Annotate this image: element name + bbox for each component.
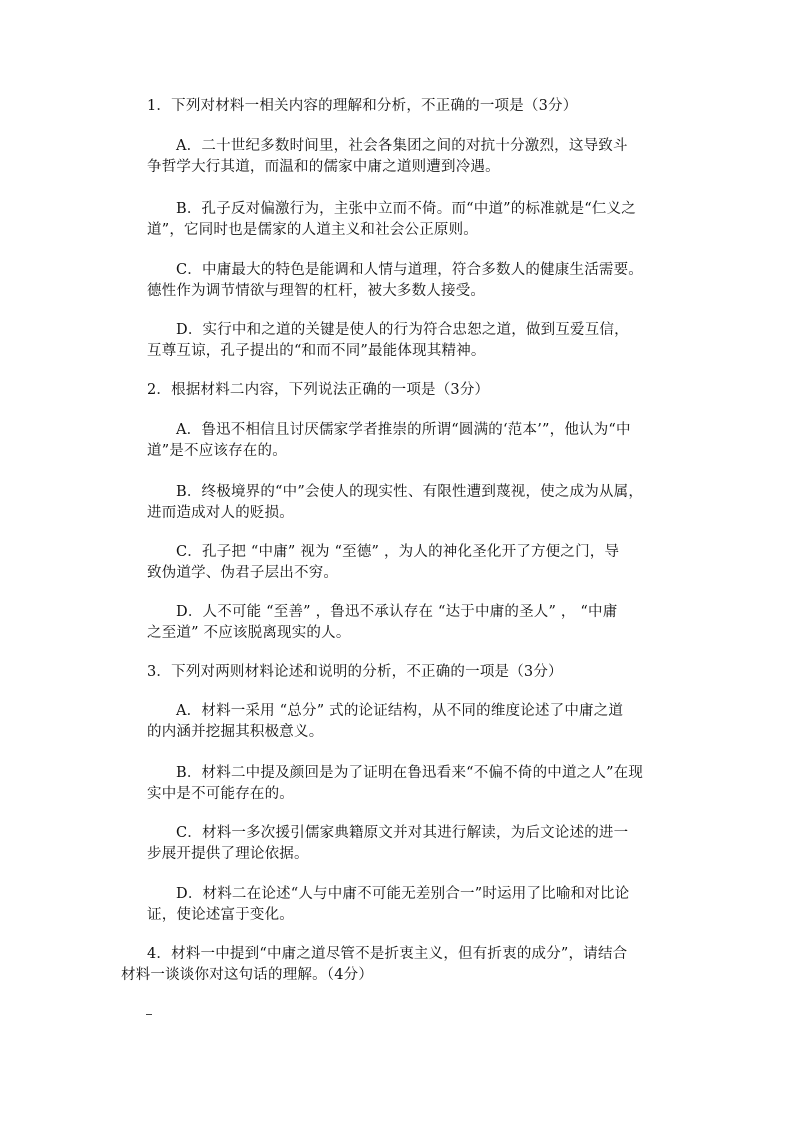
question-1-option-b-line-2: 道”，它同时也是儒家的人道主义和社会公正原则。: [147, 222, 479, 238]
question-3-option-b-line-1: B．材料二中提及颜回是为了证明在鲁迅看来“不偏不倚的中道之人”在现: [176, 765, 644, 781]
question-1-option-d-line-2: 互尊互谅，孔子提出的“和而不同”最能体现其精神。: [147, 343, 486, 359]
question-2-option-d-line-1: D．人不可能 “至善” ，鲁迅不承认存在 “达于中庸的圣人” ， “中庸: [176, 604, 618, 620]
question-2-stem: 2．根据材料二内容，下列说法正确的一项是（3分）: [147, 382, 490, 398]
question-2-option-a-line-1: A．鲁迅不相信且讨厌儒家学者推崇的所谓“圆满的‘范本’”，他认为“中: [176, 422, 631, 438]
question-3-option-d-line-1: D．材料二在论述“人与中庸不可能无差别合一”时运用了比喻和对比论: [176, 886, 630, 902]
question-3-option-a-line-2: 的内涵并挖掘其积极意义。: [147, 724, 324, 740]
question-2-option-c-line-1: C．孔子把 “中庸” 视为 “至德” ，为人的神化圣化开了方便之门，导: [176, 544, 620, 560]
question-1-option-a-line-1: A．二十世纪多数时间里，社会各集团之间的对抗十分激烈，这导致斗: [176, 138, 628, 154]
question-4-stem-line-1: 4．材料一中提到“中庸之道尽管不是折衷主义，但有折衷的成分”，请结合: [147, 946, 628, 962]
question-1-option-c-line-1: C．中庸最大的特色是能调和人情与道理，符合多数人的健康生活需要。: [176, 262, 643, 278]
question-3-option-b-line-2: 实中是不可能存在的。: [147, 786, 294, 802]
question-1-option-d-line-1: D．实行中和之道的关键是使人的行为符合忠恕之道，做到互爱互信，: [176, 322, 629, 338]
question-3-stem: 3．下列对两则材料论述和说明的分析，不正确的一项是（3分）: [147, 664, 563, 680]
question-2-option-b-line-2: 进而造成对人的贬损。: [147, 505, 294, 521]
question-1-stem: 1．下列对材料一相关内容的理解和分析，不正确的一项是（3分）: [147, 98, 578, 114]
question-3-option-a-line-1: A．材料一采用 “总分” 式的论证结构，从不同的维度论述了中庸之道: [176, 703, 624, 719]
question-3-option-d-line-2: 证，使论述富于变化。: [147, 907, 294, 923]
question-2-option-a-line-2: 道”是不应该存在的。: [147, 443, 287, 459]
question-3-option-c-line-1: C．材料一多次援引儒家典籍原文并对其进行解读，为后文论述的进一: [176, 825, 629, 841]
answer-line-mark: [146, 1014, 152, 1015]
question-3-option-c-line-2: 步展开提供了理论依据。: [147, 846, 309, 862]
question-2-option-b-line-1: B．终极境界的“中”会使人的现实性、有限性遭到蔑视，使之成为从属，: [176, 484, 644, 500]
question-1-option-c-line-2: 德性作为调节情欲与理智的杠杆，被大多数人接受。: [147, 283, 486, 299]
question-4-stem-line-2: 材料一谈谈你对这句话的理解。（4分）: [121, 967, 374, 983]
question-2-option-c-line-2: 致伪道学、伪君子层出不穷。: [147, 565, 339, 581]
question-1-option-a-line-2: 争哲学大行其道，而温和的儒家中庸之道则遭到冷遇。: [147, 159, 500, 175]
question-1-option-b-line-1: B．孔子反对偏激行为，主张中立而不倚。而“中道”的标准就是“仁义之: [176, 201, 636, 217]
question-2-option-d-line-2: 之至道” 不应该脱离现实的人。: [147, 625, 351, 641]
